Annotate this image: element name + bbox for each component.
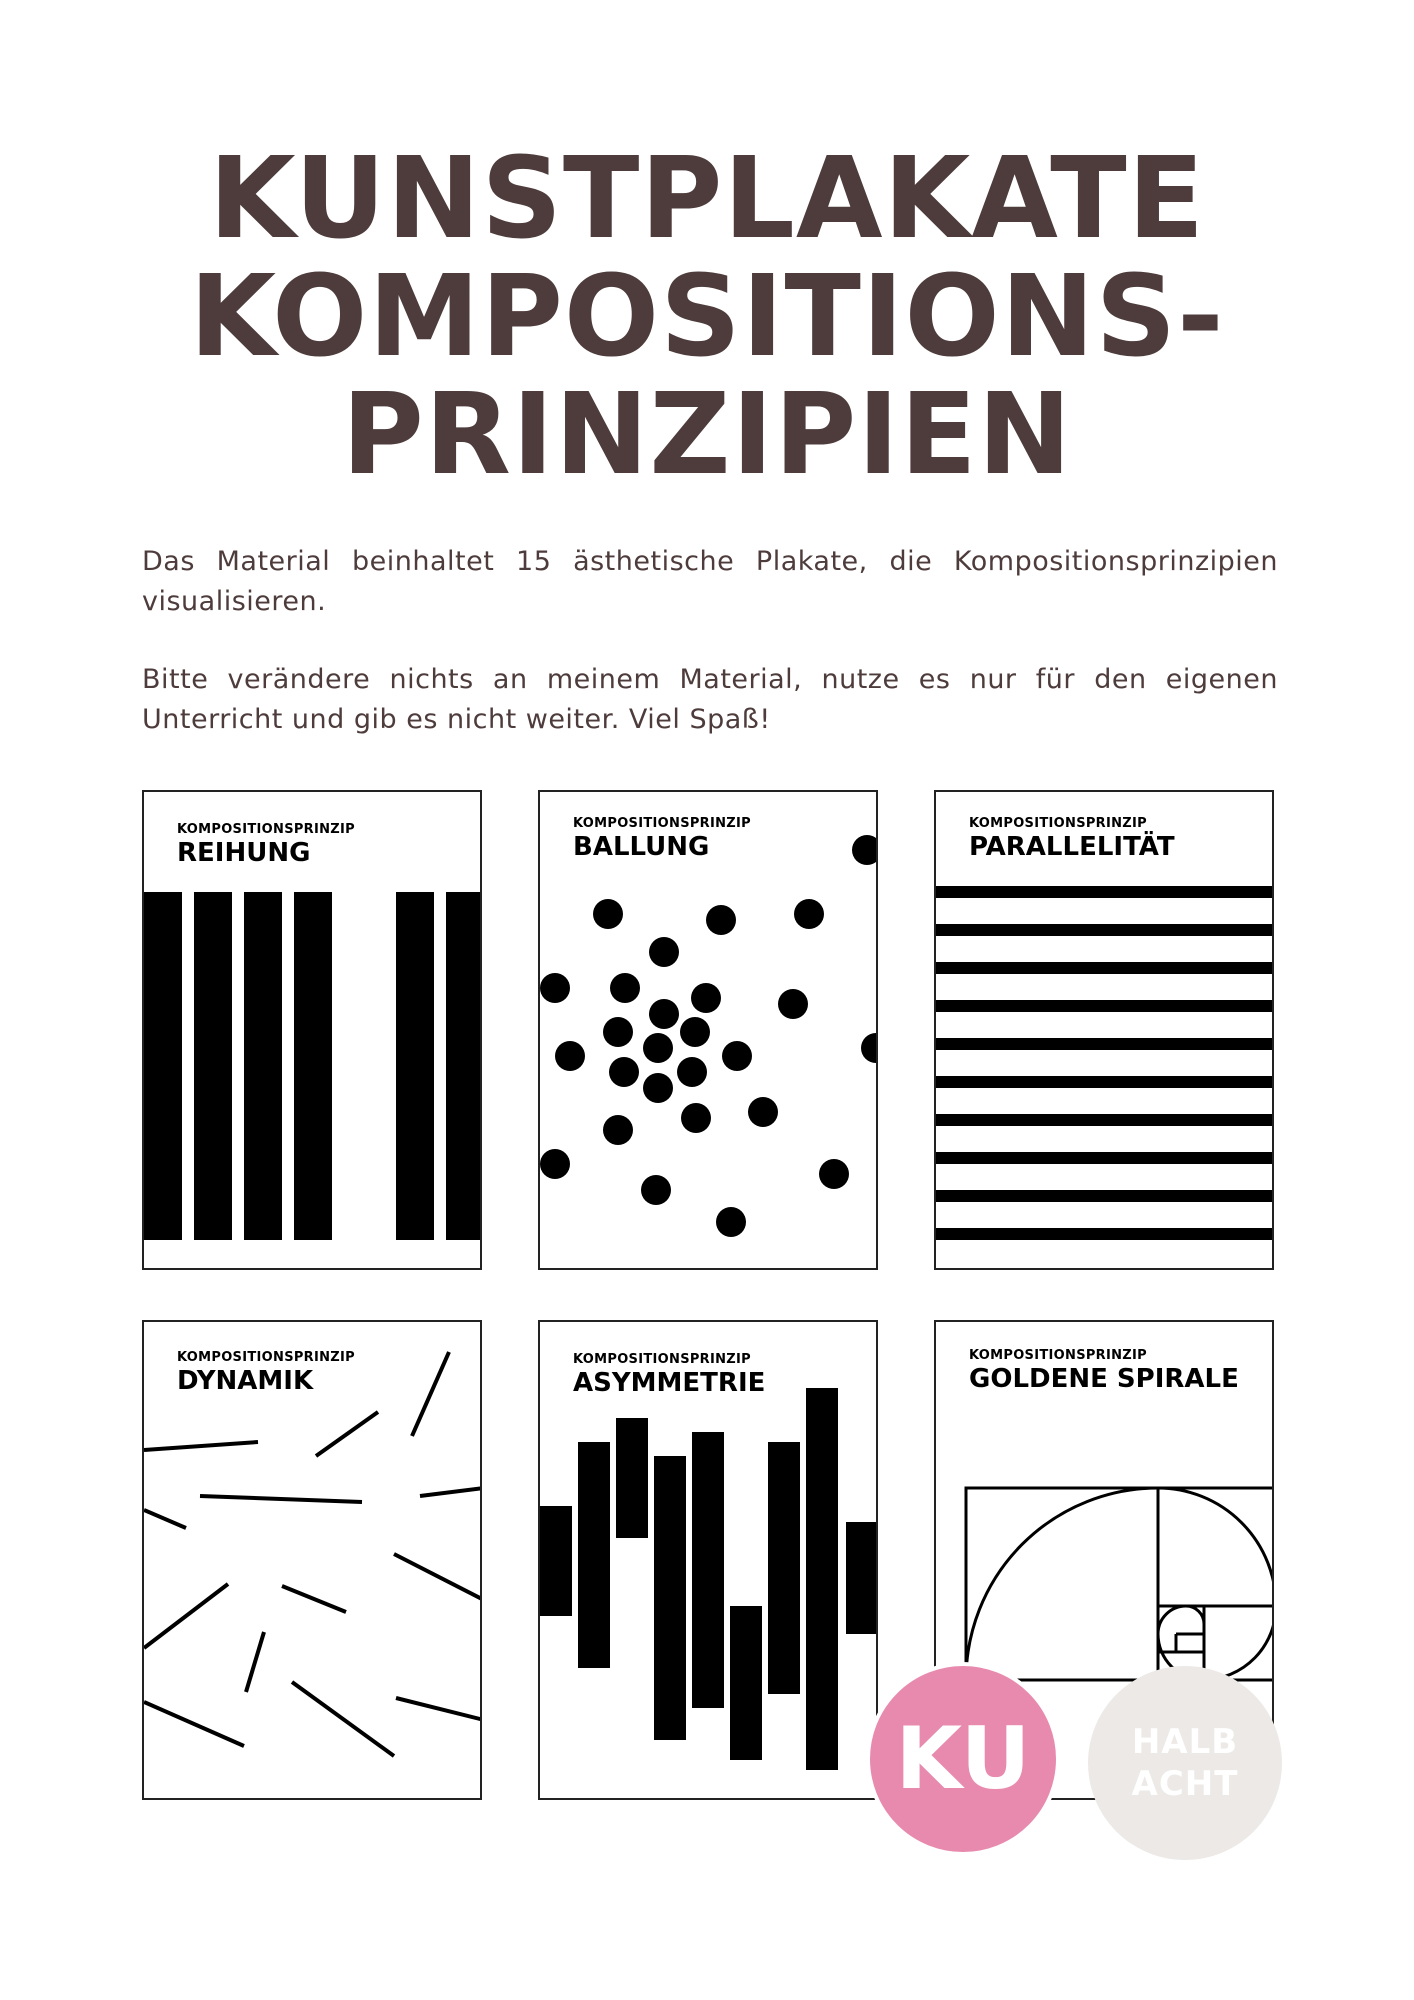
vertical-bar [244,892,282,1240]
vertical-block [692,1432,724,1708]
poster-kicker: KOMPOSITIONSPRINZIP [573,816,752,831]
horizontal-stripe [936,886,1274,898]
diagonal-line [144,1510,186,1528]
vertical-bar [294,892,332,1240]
poster-ballung [538,790,878,1270]
vertical-block [806,1388,838,1770]
diagonal-line [144,1442,258,1450]
halbacht-logo-badge [1088,1666,1282,1860]
dot [778,989,808,1019]
spiral-frame [966,1488,1274,1680]
diagonal-line [200,1496,362,1502]
dot [722,1041,752,1071]
poster-title: REIHUNG [177,838,311,868]
intro-paragraph-2: Bitte verändere nichts an meinem Material, nutze es nur für den eigenen Unterricht und gib es nicht weiter. Viel Spaß! [142,664,1278,735]
horizontal-stripe [936,1152,1274,1164]
intro-paragraph-1: Das Material beinhaltet 15 ästhetische Plakate, die Kompositionsprinzipien visualisieren. [142,546,1278,617]
poster-kicker: KOMPOSITIONSPRINZIP [573,1352,752,1367]
dot [643,1033,673,1063]
halbacht-logo-line-2: ACHT [1131,1764,1239,1804]
dot [680,1017,710,1047]
dot [540,1149,570,1179]
dot [794,899,824,929]
vertical-block [846,1522,878,1634]
dot [861,1033,878,1063]
ku-logo-badge [866,1662,1060,1856]
poster-dynamik [142,1320,482,1800]
horizontal-stripe [936,1190,1274,1202]
dot [819,1159,849,1189]
dot [649,937,679,967]
dot [716,1207,746,1237]
dot [691,983,721,1013]
diagonal-line [394,1554,482,1600]
poster-title: BALLUNG [573,832,710,862]
poster-parallelitaet [934,790,1274,1270]
dot [555,1041,585,1071]
poster-title: GOLDENE SPIRALE [969,1364,1239,1394]
poster-kicker: KOMPOSITIONSPRINZIP [177,1350,356,1365]
poster-title: ASYMMETRIE [573,1368,766,1398]
ku-logo-text: KU [895,1709,1031,1809]
horizontal-stripe [936,1000,1274,1012]
diagonal-line [396,1698,482,1720]
dot [603,1115,633,1145]
asymmetrie-graphic [540,1322,878,1800]
dot [593,899,623,929]
horizontal-stripe [936,1038,1274,1050]
diagonal-line [144,1702,244,1746]
parallelitaet-graphic [936,792,1274,1270]
diagonal-line [420,1488,482,1496]
dot [748,1097,778,1127]
poster-kicker: KOMPOSITIONSPRINZIP [969,1348,1148,1363]
diagonal-line [292,1682,394,1756]
halbacht-logo-line-1: HALB [1131,1722,1239,1762]
poster-title: PARALLELITÄT [969,832,1175,862]
dot [706,905,736,935]
dot [609,1057,639,1087]
vertical-block [616,1418,648,1538]
dot [643,1073,673,1103]
page-title [0,134,1414,500]
vertical-bar [396,892,434,1240]
poster-asymmetrie [538,1320,878,1800]
vertical-block [540,1506,572,1616]
vertical-block [578,1442,610,1668]
diagonal-line [144,1584,228,1648]
diagonal-line [282,1586,346,1612]
golden-spiral-curve [966,1488,1274,1680]
dot [681,1103,711,1133]
vertical-bar [446,892,482,1240]
vertical-block [654,1456,686,1740]
vertical-bar [144,892,182,1240]
poster-title: DYNAMIK [177,1366,314,1396]
horizontal-stripe [936,924,1274,936]
poster-reihung [142,790,482,1270]
diagonal-line [316,1412,378,1456]
vertical-block [768,1442,800,1694]
horizontal-stripe [936,1076,1274,1088]
poster-kicker: KOMPOSITIONSPRINZIP [969,816,1148,831]
vertical-bar [194,892,232,1240]
dot [603,1017,633,1047]
diagonal-line [412,1352,449,1436]
title-line-1: KUNSTPLAKATE [208,134,1206,264]
dot [540,973,570,1003]
horizontal-stripe [936,1114,1274,1126]
dot [649,999,679,1029]
dot [641,1175,671,1205]
title-line-3: PRINZIPIEN [341,370,1073,500]
title-line-2: KOMPOSITIONS- [189,252,1225,382]
dot [677,1057,707,1087]
horizontal-stripe [936,962,1274,974]
horizontal-stripe [936,1228,1274,1240]
vertical-block [730,1606,762,1760]
diagonal-line [246,1632,264,1692]
dot [852,835,878,865]
reihung-graphic [144,792,482,1270]
dot [610,973,640,1003]
dynamik-graphic [144,1322,482,1800]
ballung-graphic [540,792,878,1270]
poster-kicker: KOMPOSITIONSPRINZIP [177,822,356,837]
